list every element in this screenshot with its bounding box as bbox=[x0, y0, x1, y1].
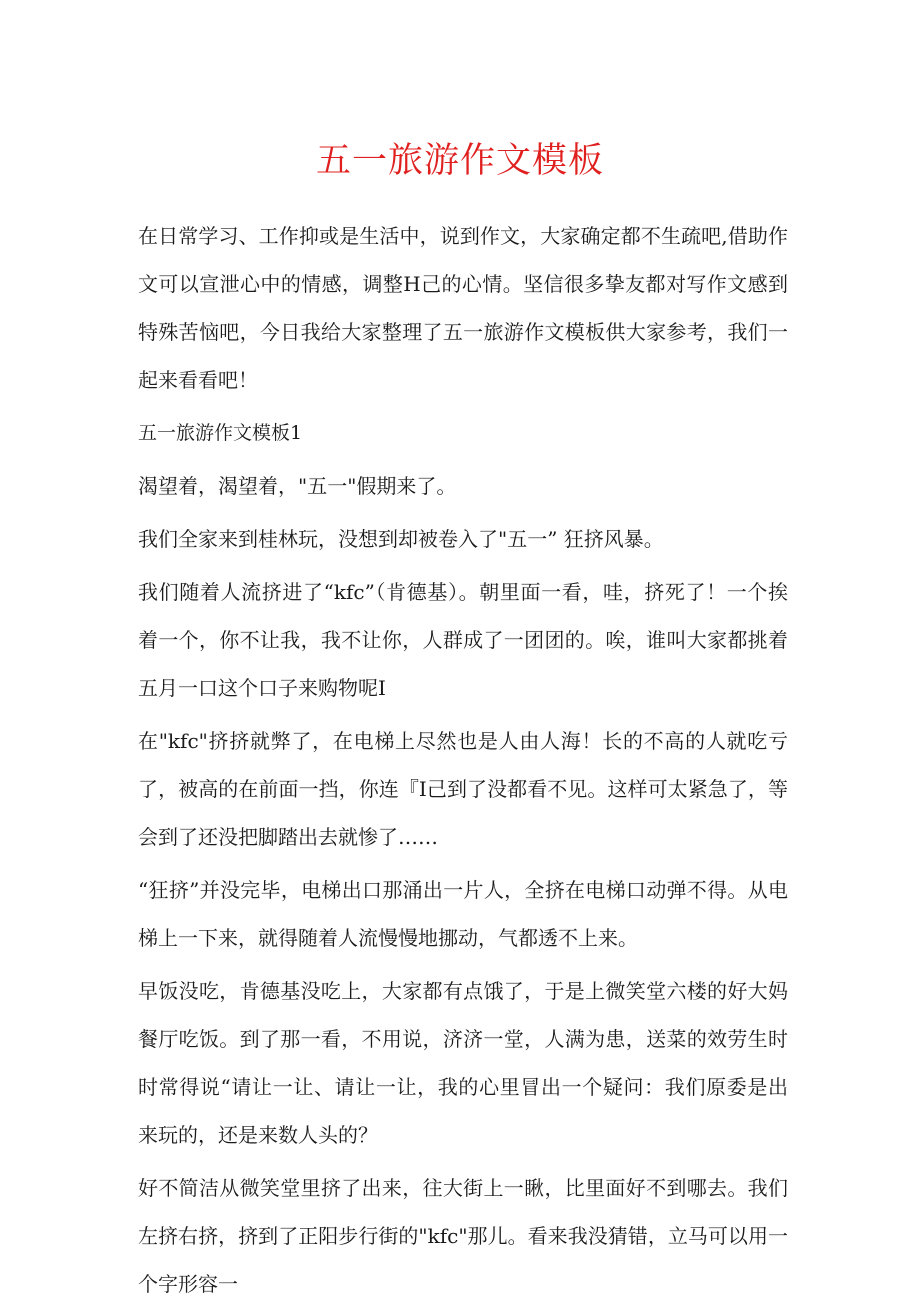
document-body bbox=[138, 212, 788, 1313]
document-title: 五一旅游作文模板 bbox=[315, 141, 604, 181]
paragraph: 好不简洁从微笑堂里挤了出来，往大街上一瞅，比里面好不到哪去。我们左挤右挤，挤到了正阳步行街的"kfc"那儿。看来我没猜错，立马可以用一个字形容一 bbox=[138, 1176, 788, 1296]
section-heading: 五一旅游作文模板1 bbox=[138, 422, 303, 444]
paragraph: 在"kfc"挤挤就弊了，在电梯上尽然也是人由人海！长的不高的人就吃亏了，被高的在前面一挡，你连『I己到了没都看不见。这样可太紧急了，等会到了还没把脚踏出去就惨了…… bbox=[138, 729, 788, 849]
intro-paragraph: 在日常学习、工作抑或是生活中，说到作文，大家确定都不生疏吧,借助作文可以宣泄心中的情感，调整H己的心情。坚信很多挚友都对写作文感到特殊苦恼吧，今日我给大家整理了五一旅游作文模板供大家参考，我们一起来看看吧！ bbox=[138, 224, 788, 392]
paragraph: “狂挤”并没完毕，电梯出口那涌出一片人，全挤在电梯口动弹不得。从电梯上一下来，就得随着人流慢慢地挪动，气都透不上来。 bbox=[138, 878, 788, 950]
paragraph: 我们随着人流挤进了“kfc”（肯德基）。朝里面一看，哇，挤死了！一个挨着一个，你不让我，我不让你，人群成了一团团的。唉，谁叫大家都挑着五月一口这个口子来购物呢I bbox=[138, 580, 788, 700]
paragraph: 早饭没吃，肯德基没吃上，大家都有点饿了，于是上微笑堂六楼的好大妈餐厅吃饭。到了那一看，不用说，济济一堂，人满为患，送菜的效劳生时时常得说“请让一让、请让一让，我的心里冒出一个疑问：我们原委是出来玩的，还是来数人头的？ bbox=[138, 979, 788, 1147]
paragraph: 我们全家来到桂林玩，没想到却被卷入了"五一” 狂挤风暴。 bbox=[138, 527, 664, 551]
paragraph: 渴望着，渴望着，"五一"假期来了。 bbox=[138, 474, 457, 498]
